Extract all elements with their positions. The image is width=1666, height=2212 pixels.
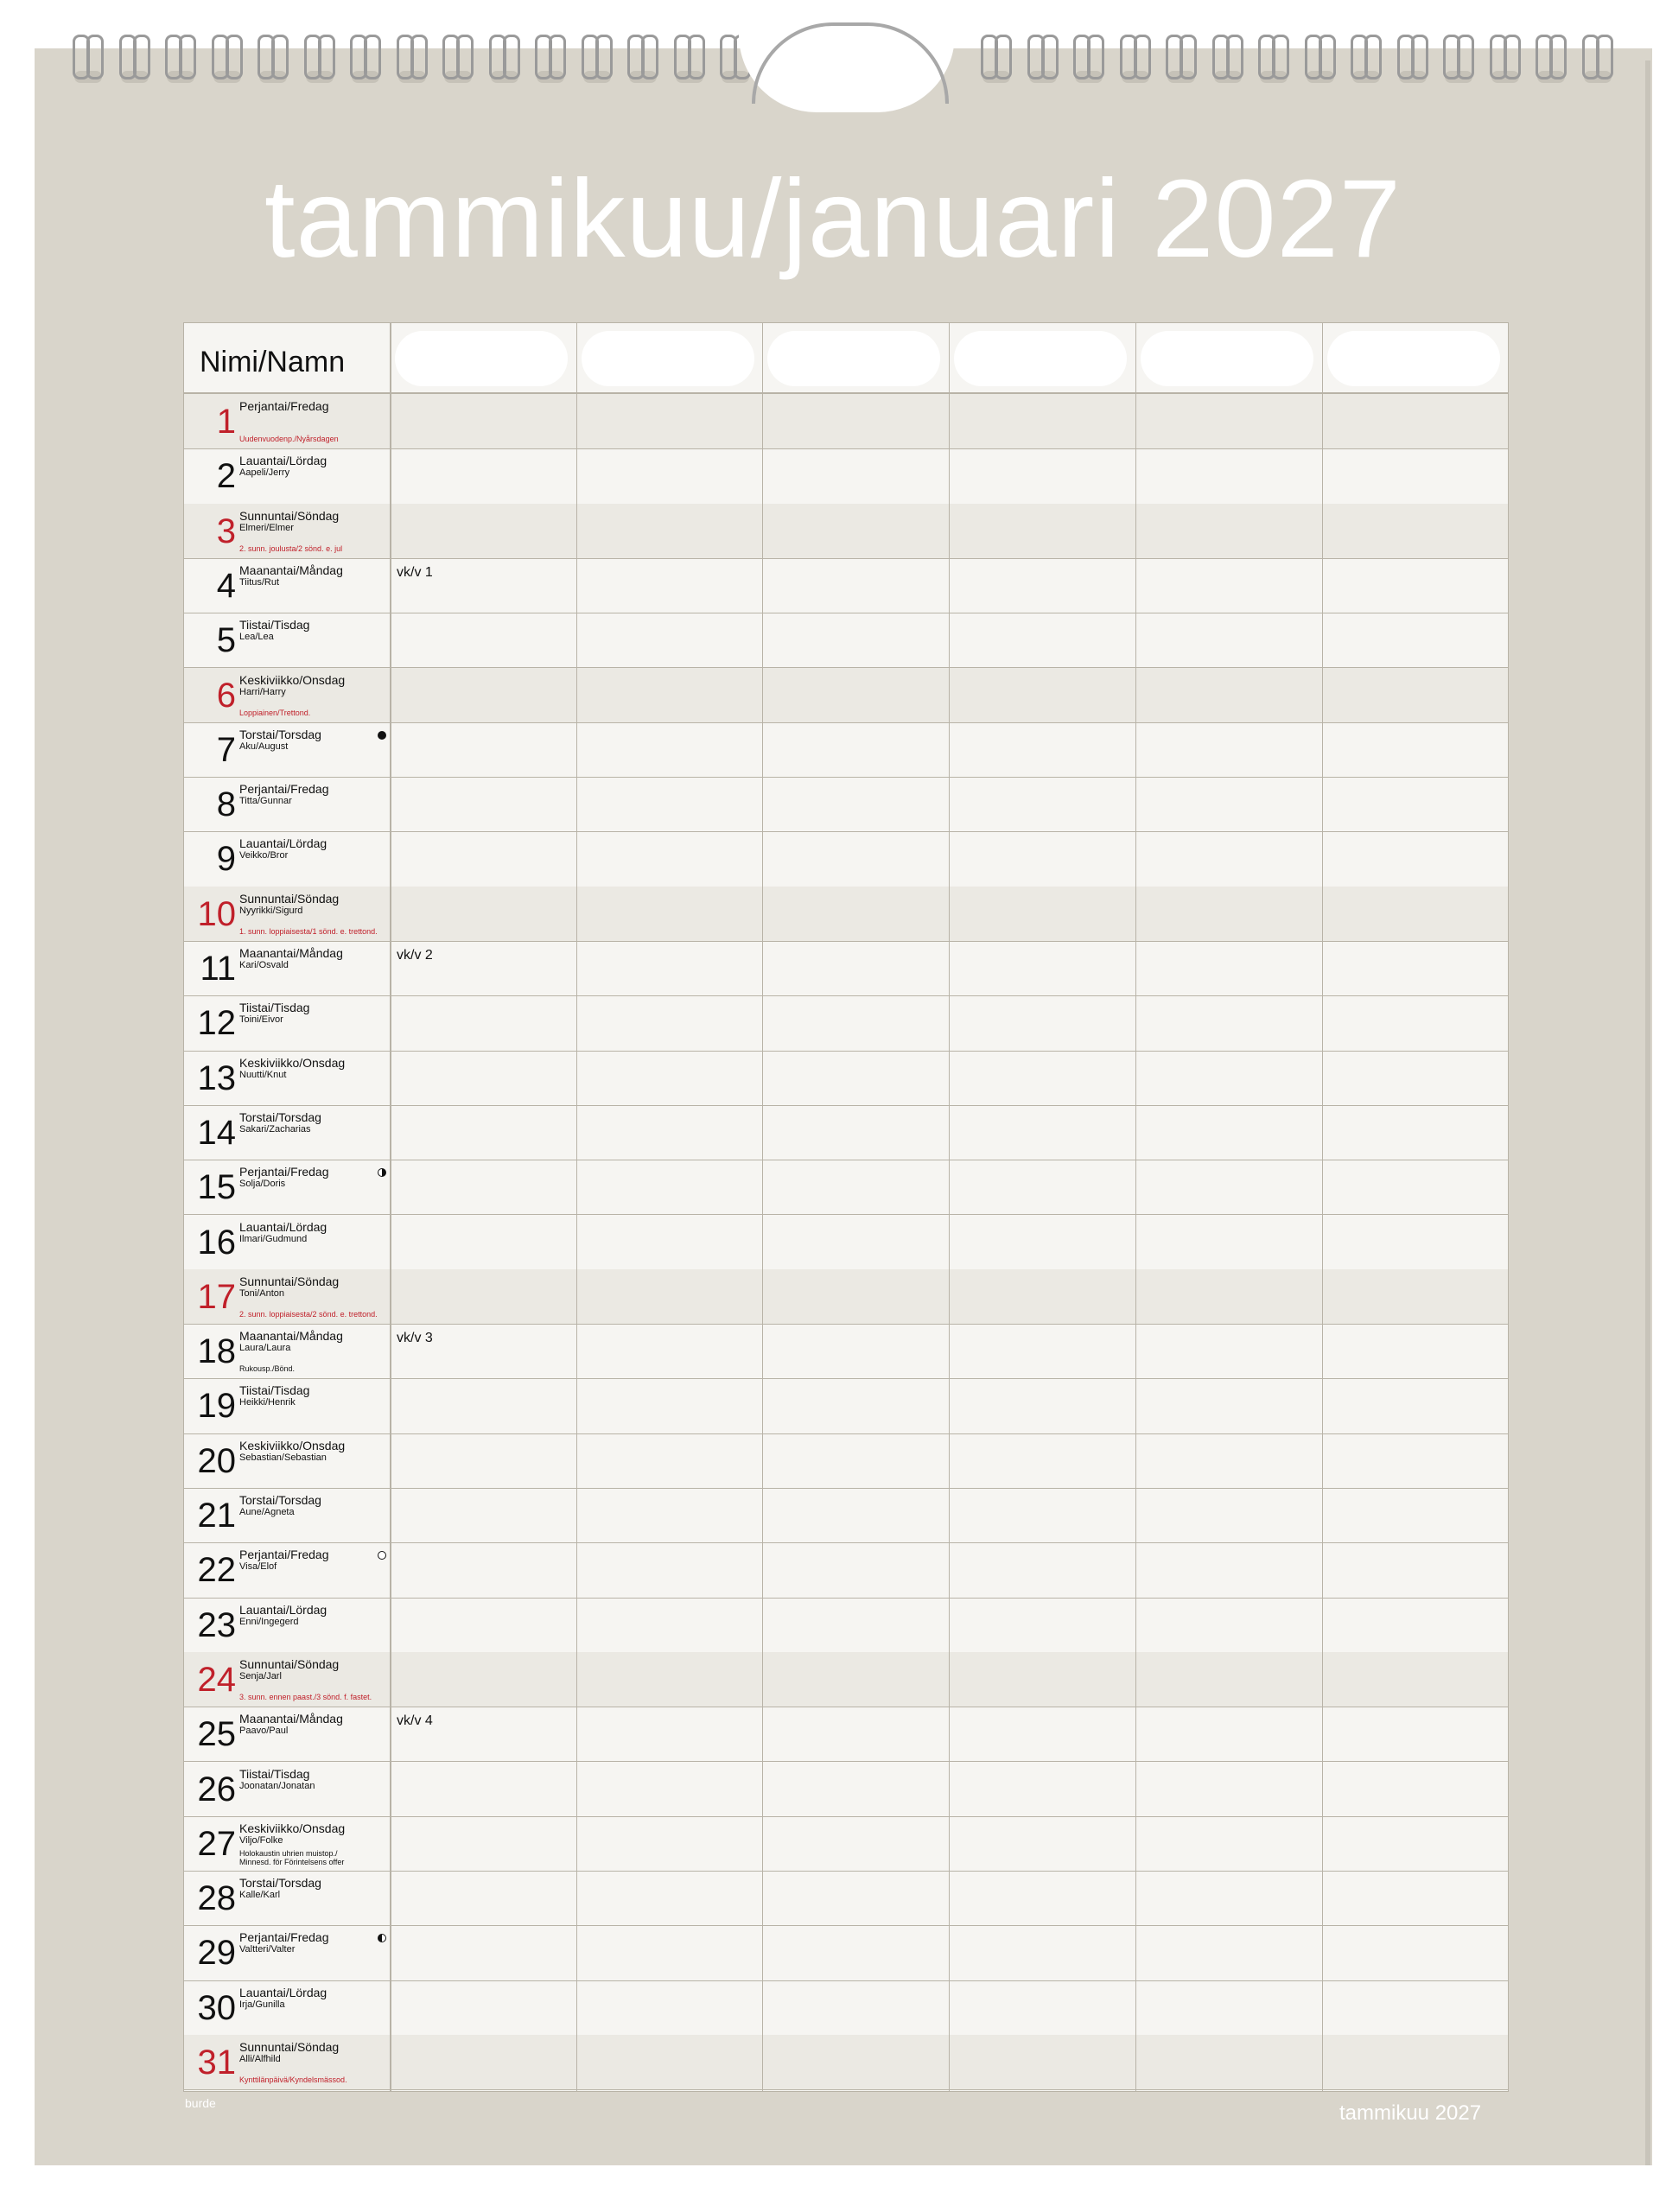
- binding-ring: [981, 35, 1015, 81]
- day-row: [184, 668, 1508, 723]
- name-days: Alli/Alfhild: [239, 2054, 281, 2064]
- weekday-name: Sunnuntai/Söndag: [239, 1274, 340, 1288]
- day-number: 24: [197, 1660, 236, 1699]
- column-divider: [1135, 323, 1136, 2091]
- binding-ring: [1212, 35, 1247, 81]
- name-input-pill[interactable]: [582, 331, 754, 386]
- binding-ring: [627, 35, 662, 81]
- day-number: 28: [197, 1879, 236, 1918]
- weekday-name: Sunnuntai/Söndag: [239, 1656, 340, 1671]
- weekday-name: Lauantai/Lördag: [239, 836, 327, 851]
- binding-ring: [1582, 35, 1617, 81]
- weekday-name: Tiistai/Tisdag: [239, 1001, 310, 1015]
- weekday-name: Keskiviikko/Onsdag: [239, 1821, 346, 1835]
- binding-ring: [119, 35, 154, 81]
- day-row: [184, 1433, 1508, 1489]
- day-number: 30: [197, 1988, 236, 2027]
- day-number: 9: [216, 840, 236, 879]
- day-number: 27: [197, 1824, 236, 1863]
- holiday-label: Loppiainen/Trettond.: [239, 708, 311, 717]
- weekday-name: Lauantai/Lördag: [239, 1219, 327, 1234]
- day-row: [184, 1378, 1508, 1433]
- name-days: Titta/Gunnar: [239, 796, 292, 807]
- day-number: 25: [197, 1715, 236, 1754]
- day-number: 23: [197, 1605, 236, 1644]
- holiday-label: Holokaustin uhrien muistop./ Minnesd. för Förintelsens offer: [239, 1848, 345, 1866]
- day-row: [184, 831, 1508, 887]
- binding-ring: [350, 35, 385, 81]
- day-row: [184, 777, 1508, 832]
- name-days: Lea/Lea: [239, 632, 274, 643]
- holiday-label: 1. sunn. loppiaisesta/1 sönd. e. trettond.: [239, 926, 378, 936]
- moon-phase-icon: [378, 1934, 386, 1942]
- name-days: Aku/August: [239, 741, 289, 752]
- binding-ring: [304, 35, 339, 81]
- binding-ring: [1351, 35, 1385, 81]
- day-row: [184, 995, 1508, 1051]
- name-days: Paavo/Paul: [239, 1726, 289, 1737]
- weekday-name: Keskiviikko/Onsdag: [239, 1438, 346, 1452]
- day-row: [184, 1980, 1508, 2036]
- holiday-label: Kynttilänpäivä/Kyndelsmässod.: [239, 2075, 347, 2084]
- day-number: 22: [197, 1551, 236, 1590]
- column-divider: [390, 323, 391, 2091]
- name-input-pill[interactable]: [1327, 331, 1500, 386]
- day-number: 21: [197, 1497, 236, 1535]
- week-number: vk/v 3: [397, 1331, 433, 1346]
- weekday-name: Keskiviikko/Onsdag: [239, 1055, 346, 1070]
- day-row: [184, 394, 1508, 449]
- weekday-name: Lauantai/Lördag: [239, 454, 327, 468]
- day-number: 4: [216, 566, 236, 605]
- day-number: 20: [197, 1441, 236, 1480]
- binding-ring: [1397, 35, 1432, 81]
- page-title: tammikuu/januari 2027: [264, 157, 1402, 281]
- day-row: [184, 1652, 1508, 1707]
- binding-ring: [582, 35, 616, 81]
- day-row: [184, 2035, 1508, 2090]
- binding-ring: [212, 35, 246, 81]
- day-number: 11: [200, 950, 236, 988]
- day-number: 19: [197, 1387, 236, 1426]
- day-number: 3: [216, 512, 236, 550]
- name-input-pill[interactable]: [395, 331, 568, 386]
- name-days: Elmeri/Elmer: [239, 522, 294, 533]
- binding-ring: [1536, 35, 1570, 81]
- day-number: 18: [197, 1332, 236, 1371]
- binding-ring: [165, 35, 200, 81]
- name-days: Visa/Elof: [239, 1561, 277, 1573]
- day-row: [184, 1269, 1508, 1325]
- week-number: vk/v 4: [397, 1713, 433, 1729]
- week-number: vk/v 1: [397, 564, 433, 580]
- day-number: 7: [216, 730, 236, 769]
- weekday-name: Perjantai/Fredag: [239, 1548, 329, 1562]
- day-number: 14: [197, 1113, 236, 1152]
- weekday-name: Tiistai/Tisdag: [239, 1766, 310, 1781]
- day-row: [184, 1215, 1508, 1270]
- holiday-label: Rukousp./Bönd.: [239, 1364, 296, 1374]
- binding-ring: [73, 35, 107, 81]
- name-days: Joonatan/Jonatan: [239, 1780, 315, 1791]
- weekday-name: Tiistai/Tisdag: [239, 618, 310, 632]
- moon-phase-icon: [378, 731, 386, 740]
- sheet-edge: [1645, 60, 1650, 2165]
- name-days: Ilmari/Gudmund: [239, 1233, 308, 1244]
- day-row: [184, 448, 1508, 504]
- weekday-name: Tiistai/Tisdag: [239, 1383, 310, 1398]
- binding-ring: [1120, 35, 1154, 81]
- day-number: 15: [197, 1168, 236, 1207]
- weekday-name: Perjantai/Fredag: [239, 1930, 329, 1945]
- binding-ring: [397, 35, 431, 81]
- binding-ring: [258, 35, 292, 81]
- weekday-name: Torstai/Torsdag: [239, 1876, 321, 1891]
- name-header-row: [184, 323, 1508, 394]
- name-days: Sakari/Zacharias: [239, 1123, 311, 1135]
- name-days: Enni/Ingegerd: [239, 1616, 299, 1627]
- weekday-name: Maanantai/Måndag: [239, 946, 343, 960]
- weekday-name: Maanantai/Måndag: [239, 563, 343, 577]
- day-number: 8: [216, 785, 236, 824]
- day-row: [184, 722, 1508, 778]
- name-days: Nyyrikki/Sigurd: [239, 905, 303, 916]
- weekday-name: Perjantai/Fredag: [239, 399, 329, 413]
- weekday-name: Sunnuntai/Söndag: [239, 2040, 340, 2054]
- day-row: [184, 1762, 1508, 1817]
- binding-ring: [535, 35, 569, 81]
- moon-phase-icon: [378, 1551, 386, 1560]
- name-input-pill[interactable]: [954, 331, 1127, 386]
- name-days: Senja/Jarl: [239, 1670, 282, 1681]
- binding-ring: [489, 35, 524, 81]
- name-days: Nuutti/Knut: [239, 1069, 287, 1080]
- name-days: Irja/Gunilla: [239, 1999, 285, 2010]
- name-label: Nimi/Namn: [200, 346, 346, 378]
- day-row: [184, 941, 1508, 996]
- name-days: Tiitus/Rut: [239, 576, 280, 588]
- name-days: Laura/Laura: [239, 1343, 291, 1354]
- name-days: Harri/Harry: [239, 686, 286, 697]
- weekday-name: Torstai/Torsdag: [239, 1109, 321, 1124]
- day-number: 12: [197, 1004, 236, 1043]
- name-days: Toni/Anton: [239, 1287, 284, 1299]
- binding-ring: [1166, 35, 1200, 81]
- day-number: 5: [216, 621, 236, 660]
- name-days: Sebastian/Sebastian: [239, 1452, 327, 1463]
- name-days: Valtteri/Valter: [239, 1944, 296, 1955]
- column-divider: [762, 323, 763, 2091]
- day-number: 10: [197, 894, 236, 933]
- week-number: vk/v 2: [397, 948, 433, 963]
- day-number: 13: [197, 1058, 236, 1097]
- calendar-grid: [183, 322, 1509, 2092]
- day-row: [184, 613, 1508, 668]
- day-row: [184, 1598, 1508, 1653]
- day-row: [184, 887, 1508, 942]
- weekday-name: Torstai/Torsdag: [239, 1493, 321, 1507]
- moon-phase-icon: [378, 1168, 386, 1177]
- name-days: Viljo/Folke: [239, 1834, 283, 1846]
- column-divider: [1322, 323, 1323, 2091]
- binding-ring: [1443, 35, 1478, 81]
- name-days: Kalle/Karl: [239, 1890, 281, 1901]
- name-days: Kari/Osvald: [239, 960, 289, 970]
- binding-ring: [674, 35, 709, 81]
- column-divider: [576, 323, 577, 2091]
- day-row: [184, 1488, 1508, 1543]
- binding-ring: [442, 35, 477, 81]
- day-row: [184, 1105, 1508, 1160]
- binding-ring: [1258, 35, 1293, 81]
- binding-ring: [1027, 35, 1062, 81]
- day-row: [184, 1816, 1508, 1872]
- holiday-label: 3. sunn. ennen paast./3 sönd. f. fastet.: [239, 1692, 372, 1701]
- name-days: Toini/Eivor: [239, 1014, 283, 1026]
- day-number: 17: [197, 1277, 236, 1316]
- holiday-label: Uudenvuodenp./Nyårsdagen: [239, 435, 339, 443]
- day-row: [184, 1707, 1508, 1762]
- day-number: 2: [216, 457, 236, 496]
- brand-logo: burde: [185, 2096, 216, 2110]
- weekday-name: Maanantai/Måndag: [239, 1329, 343, 1344]
- day-row: [184, 1871, 1508, 1926]
- day-number: 1: [216, 403, 236, 441]
- day-number: 16: [197, 1223, 236, 1262]
- binding-ring: [1490, 35, 1524, 81]
- weekday-name: Sunnuntai/Söndag: [239, 508, 340, 523]
- name-days: Aune/Agneta: [239, 1507, 295, 1517]
- day-row: [184, 558, 1508, 613]
- name-days: Veikko/Bror: [239, 850, 289, 861]
- weekday-name: Torstai/Torsdag: [239, 727, 321, 741]
- weekday-name: Perjantai/Fredag: [239, 1165, 329, 1179]
- name-input-pill[interactable]: [767, 331, 940, 386]
- name-days: Solja/Doris: [239, 1179, 286, 1190]
- day-number: 26: [197, 1770, 236, 1808]
- weekday-name: Lauantai/Lördag: [239, 1985, 327, 1999]
- day-row: [184, 1925, 1508, 1980]
- weekday-name: Sunnuntai/Söndag: [239, 891, 340, 906]
- column-divider: [949, 323, 950, 2091]
- day-row: [184, 1324, 1508, 1379]
- day-number: 29: [197, 1934, 236, 1973]
- day-number: 31: [197, 2044, 236, 2082]
- weekday-name: Lauantai/Lördag: [239, 1602, 327, 1617]
- name-days: Heikki/Henrik: [239, 1397, 296, 1408]
- name-input-pill[interactable]: [1141, 331, 1313, 386]
- weekday-name: Maanantai/Måndag: [239, 1712, 343, 1726]
- name-days: Aapeli/Jerry: [239, 467, 290, 479]
- holiday-label: 2. sunn. joulusta/2 sönd. e. jul: [239, 543, 343, 553]
- holiday-label: 2. sunn. loppiaisesta/2 sönd. e. trettond.: [239, 1309, 378, 1319]
- day-row: [184, 1542, 1508, 1598]
- binding-ring: [1073, 35, 1108, 81]
- binding-ring: [1305, 35, 1339, 81]
- day-row: [184, 1051, 1508, 1106]
- day-row: [184, 1160, 1508, 1215]
- day-row: [184, 504, 1508, 559]
- footer-month: tammikuu 2027: [1339, 2101, 1482, 2125]
- day-number: 6: [216, 676, 236, 715]
- weekday-name: Perjantai/Fredag: [239, 782, 329, 797]
- weekday-name: Keskiviikko/Onsdag: [239, 672, 346, 687]
